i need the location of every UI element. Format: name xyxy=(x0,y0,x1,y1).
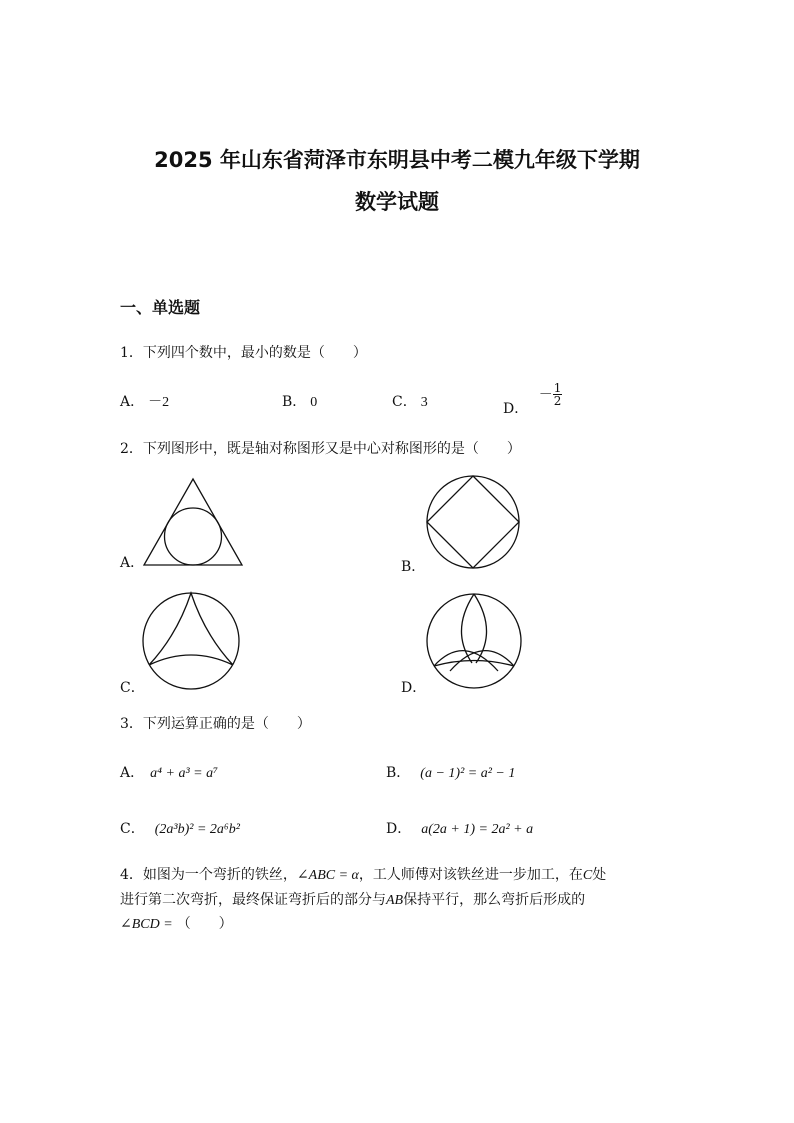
fraction xyxy=(553,382,563,407)
figure-circle-curved-triangle xyxy=(141,593,243,691)
q3-option-d xyxy=(386,818,533,838)
option-value: －2 xyxy=(148,395,170,410)
angle-bcd: ∠BCD = xyxy=(120,917,173,932)
page-title-line2: 数学试题 xyxy=(355,190,439,214)
q4-text: 处 xyxy=(592,867,607,883)
q2-option-d-label: D． xyxy=(401,680,427,696)
option-value: 3 xyxy=(420,395,428,410)
figure-circle-square xyxy=(424,473,522,571)
option-label: B． xyxy=(386,765,411,781)
option-expression: (2a³b)² = 2a⁶b² xyxy=(154,822,240,837)
q4-text: 保持平行，那么弯折后形成的 xyxy=(403,892,586,908)
incircle-shape xyxy=(165,508,222,565)
page-title-line1: 2025 年山东省菏泽市东明县中考二模九年级下学期 xyxy=(154,148,640,172)
question-2-text: 2．下列图形中，既是轴对称图形又是中心对称图形的是（ ） xyxy=(120,441,521,457)
fraction-denominator: 2 xyxy=(553,394,562,408)
option-label: A． xyxy=(120,765,145,781)
answer-blank: （ ） xyxy=(176,916,233,932)
fraction-sign: － xyxy=(538,387,553,403)
q2-option-a-label: A． xyxy=(120,555,145,571)
q4-text: 4．如图为一个弯折的铁丝， xyxy=(120,867,297,883)
question-4-line3 xyxy=(120,913,233,933)
question-1-text: 1．下列四个数中，最小的数是（ ） xyxy=(120,345,367,361)
option-expression: (a − 1)² = a² − 1 xyxy=(420,766,516,781)
option-label: C． xyxy=(120,821,145,837)
option-label: D． xyxy=(503,400,529,417)
q1-option-b xyxy=(282,391,317,411)
triangle-shape xyxy=(144,479,242,565)
fraction-numerator: 1 xyxy=(553,381,562,395)
q1-option-a xyxy=(120,391,169,411)
option-label: B． xyxy=(282,394,307,410)
q3-option-a xyxy=(120,762,218,782)
option-value: 0 xyxy=(310,395,318,410)
q1-option-c xyxy=(392,391,428,411)
figure-triangle-incircle xyxy=(140,476,246,568)
option-expression: a(2a + 1) = 2a² + a xyxy=(421,822,534,837)
circle-shape xyxy=(427,476,519,568)
option-expression: a⁴ + a³ = a⁷ xyxy=(150,766,218,781)
segment-ab: AB xyxy=(386,893,404,908)
q3-option-c xyxy=(120,818,240,838)
question-3-text: 3．下列运算正确的是（ ） xyxy=(120,716,311,732)
circle-shape xyxy=(427,594,521,688)
question-4-line2 xyxy=(120,889,585,909)
option-label: C． xyxy=(392,394,417,410)
section-heading: 一、单选题 xyxy=(120,298,201,317)
question-4-line1 xyxy=(120,864,606,884)
q1-option-d xyxy=(503,381,562,417)
point-c: C xyxy=(582,868,593,883)
q4-text: ，工人师傅对该铁丝进一步加工，在 xyxy=(358,867,583,883)
q4-text: 进行第二次弯折，最终保证弯折后的部分与 xyxy=(120,892,386,908)
q3-option-b xyxy=(386,762,515,782)
option-label: D． xyxy=(386,821,412,837)
figure-circle-trefoil xyxy=(424,593,524,691)
q2-option-c-label: C． xyxy=(120,680,145,696)
q2-option-b-label: B． xyxy=(401,559,426,575)
circle-shape xyxy=(143,593,239,689)
trefoil-arc xyxy=(434,661,514,667)
option-label: A． xyxy=(120,394,145,410)
angle-abc: ∠ABC = α xyxy=(296,868,359,883)
